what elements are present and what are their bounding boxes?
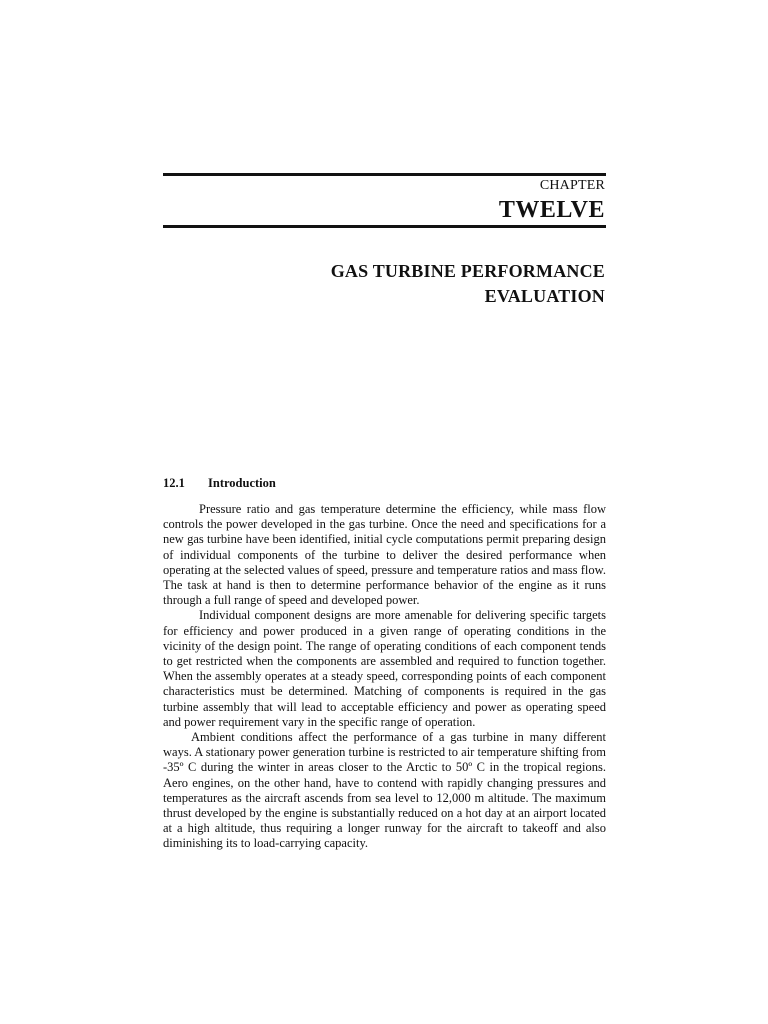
chapter-title [205,259,605,309]
chapter-bottom-rule [163,225,606,228]
paragraph-2: Individual component designs are more amenable for delivering specific targets for efficiency and power produced in a given range of operating conditions in the vicinity of the design point. The range of operating conditions of each component tends to get restricted when the components are assembled and required to function together. When the assembly operates at a steady speed, corresponding points of each component characteristics must be determined. Matching of components is required in the gas turbine assembly that will lead to acceptable efficiency and power as operating speed and power requirement vary in the specific range of operation. [163,608,606,729]
chapter-title-line-2: EVALUATION [484,286,605,306]
chapter-title-line-1: GAS TURBINE PERFORMANCE [330,261,605,281]
section-number: 12.1 [163,476,185,490]
paragraph-1: Pressure ratio and gas temperature determine the efficiency, while mass flow controls the power developed in the gas turbine. Once the need and specifications for a new gas turbine have been identified, initial cycle computations permit preparing design of individual components of the turbine to deliver the desired performance when operating at the selected values of speed, pressure and temperature ratios and mass flow. The task at hand is then to determine performance behavior of the engine as it runs through a full range of speed and developed power. [163,502,606,608]
chapter-top-rule [163,173,606,176]
chapter-number: TWELVE [498,197,605,223]
section-heading [163,476,276,491]
chapter-label: CHAPTER [539,178,605,193]
section-title: Introduction [208,476,276,490]
body-text [163,502,606,852]
paragraph-3: Ambient conditions affect the performance of a gas turbine in many different ways. A stationary power generation turbine is restricted to air temperature shifting from -35º C during the winter in areas closer to the Arctic to 50º C in the tropical regions. Aero engines, on the other hand, have to contend with rapidly changing pressures and temperatures as the aircraft ascends from sea level to 12,000 m altitude. The maximum thrust developed by the engine is substantially reduced on a hot day at an airport located at a high altitude, thus requiring a longer runway for the aircraft to takeoff and also diminishing its to load-carrying capacity. [163,730,606,851]
